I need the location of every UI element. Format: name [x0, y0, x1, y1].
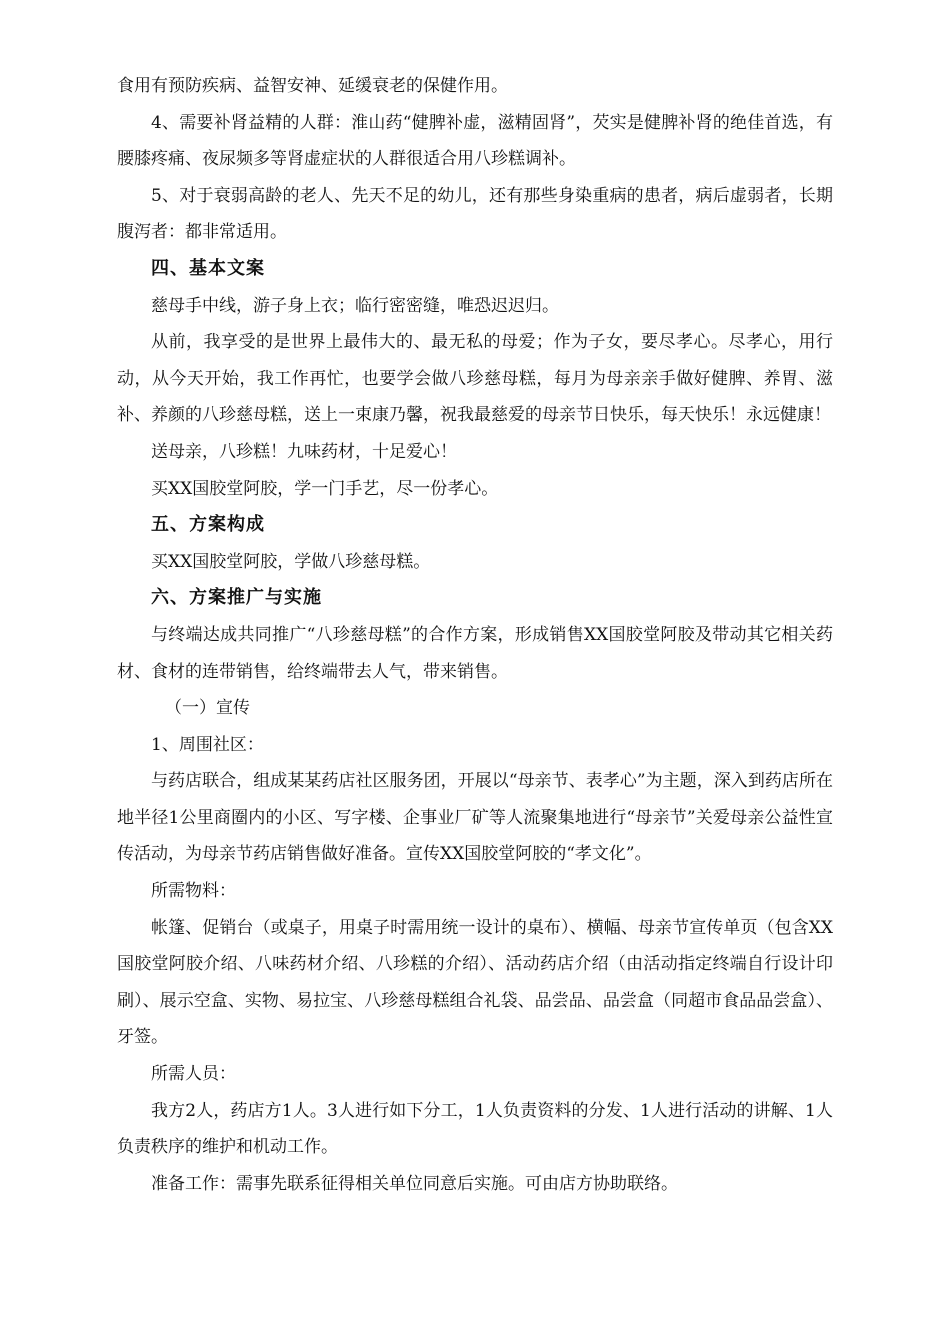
paragraph-elderly-group: 5、对于衰弱高龄的老人、先天不足的幼儿，还有那些身染重病的患者，病后虚弱者，长期腹泻者：都非常适用。 — [117, 185, 833, 243]
paragraph-materials: 帐篷、促销台（或桌子，用桌子时需用统一设计的桌布）、横幅、母亲节宣传单页（包含XX国胶堂阿胶介绍、八味药材介绍、八珍糕的介绍）、活动药店介绍（由活动指定终端自行设计印刷）、展示空盒、实物、易拉宝、八珍慈母糕组合礼袋、品尝品、品尝盒（同超市食品品尝盒）、牙签。 — [117, 917, 833, 1048]
paragraph-filial-copy: 从前，我享受的是世界上最伟大的、最无私的母爱；作为子女，要尽孝心。尽孝心，用行动，从今天开始，我工作再忙，也要学会做八珍慈母糕，每月为母亲亲手做好健脾、养胃、滋补、养颜的八珍慈母糕，送上一束康乃馨，祝我最慈爱的母亲节日快乐，每天快乐！永远健康！ — [117, 332, 833, 426]
paragraph-preparation: 准备工作：需事先联系征得相关单位同意后实施。可由店方协助联络。 — [151, 1173, 678, 1194]
paragraph-slogan-2: 买XX国胶堂阿胶，学一门手艺，尽一份孝心。 — [151, 478, 499, 499]
paragraph-community-title: 1、周围社区： — [151, 734, 264, 755]
paragraph-promotion: 与终端达成共同推广“八珍慈母糕”的合作方案，形成销售XX国胶堂阿胶及带动其它相关药材、食材的连带销售，给终端带去人气，带来销售。 — [117, 624, 833, 682]
paragraph-community: 与药店联合，组成某某药店社区服务团，开展以“母亲节、表孝心”为主题，深入到药店所在地半径1公里商圈内的小区、写字楼、企事业厂矿等人流聚集地进行“母亲节”关爱母亲公益性宣传活动，为母亲节药店销售做好准备。宣传XX国胶堂阿胶的“孝文化”。 — [117, 771, 833, 865]
paragraph-slogan: 送母亲，八珍糕！九味药材，十足爱心！ — [151, 441, 457, 462]
section-heading-promotion: 六、方案推广与实施 — [151, 587, 322, 609]
paragraph-poem: 慈母手中线，游子身上衣；临行密密缝，唯恐迟迟归。 — [151, 295, 559, 316]
section-heading-plan-composition: 五、方案构成 — [151, 514, 265, 536]
paragraph-plan-composition: 买XX国胶堂阿胶，学做八珍慈母糕。 — [151, 551, 431, 572]
paragraph-materials-label: 所需物料： — [151, 881, 236, 902]
paragraph-staff-label: 所需人员： — [151, 1064, 236, 1085]
paragraph-continuation: 食用有预防疾病、益智安神、延缓衰老的保健作用。 — [117, 76, 508, 96]
subsection-publicity: （一）宣传 — [165, 698, 250, 719]
section-heading-basic-copy: 四、基本文案 — [151, 257, 265, 279]
paragraph-staff: 我方2人，药店方1人。3人进行如下分工，1人负责资料的分发、1人进行活动的讲解、1人负责秩序的维护和机动工作。 — [117, 1100, 833, 1158]
paragraph-kidney-group: 4、需要补肾益精的人群：淮山药“健脾补虚，滋精固肾”，芡实是健脾补肾的绝佳首选，有腰膝疼痛、夜尿频多等肾虚症状的人群很适合用八珍糕调补。 — [117, 112, 833, 170]
